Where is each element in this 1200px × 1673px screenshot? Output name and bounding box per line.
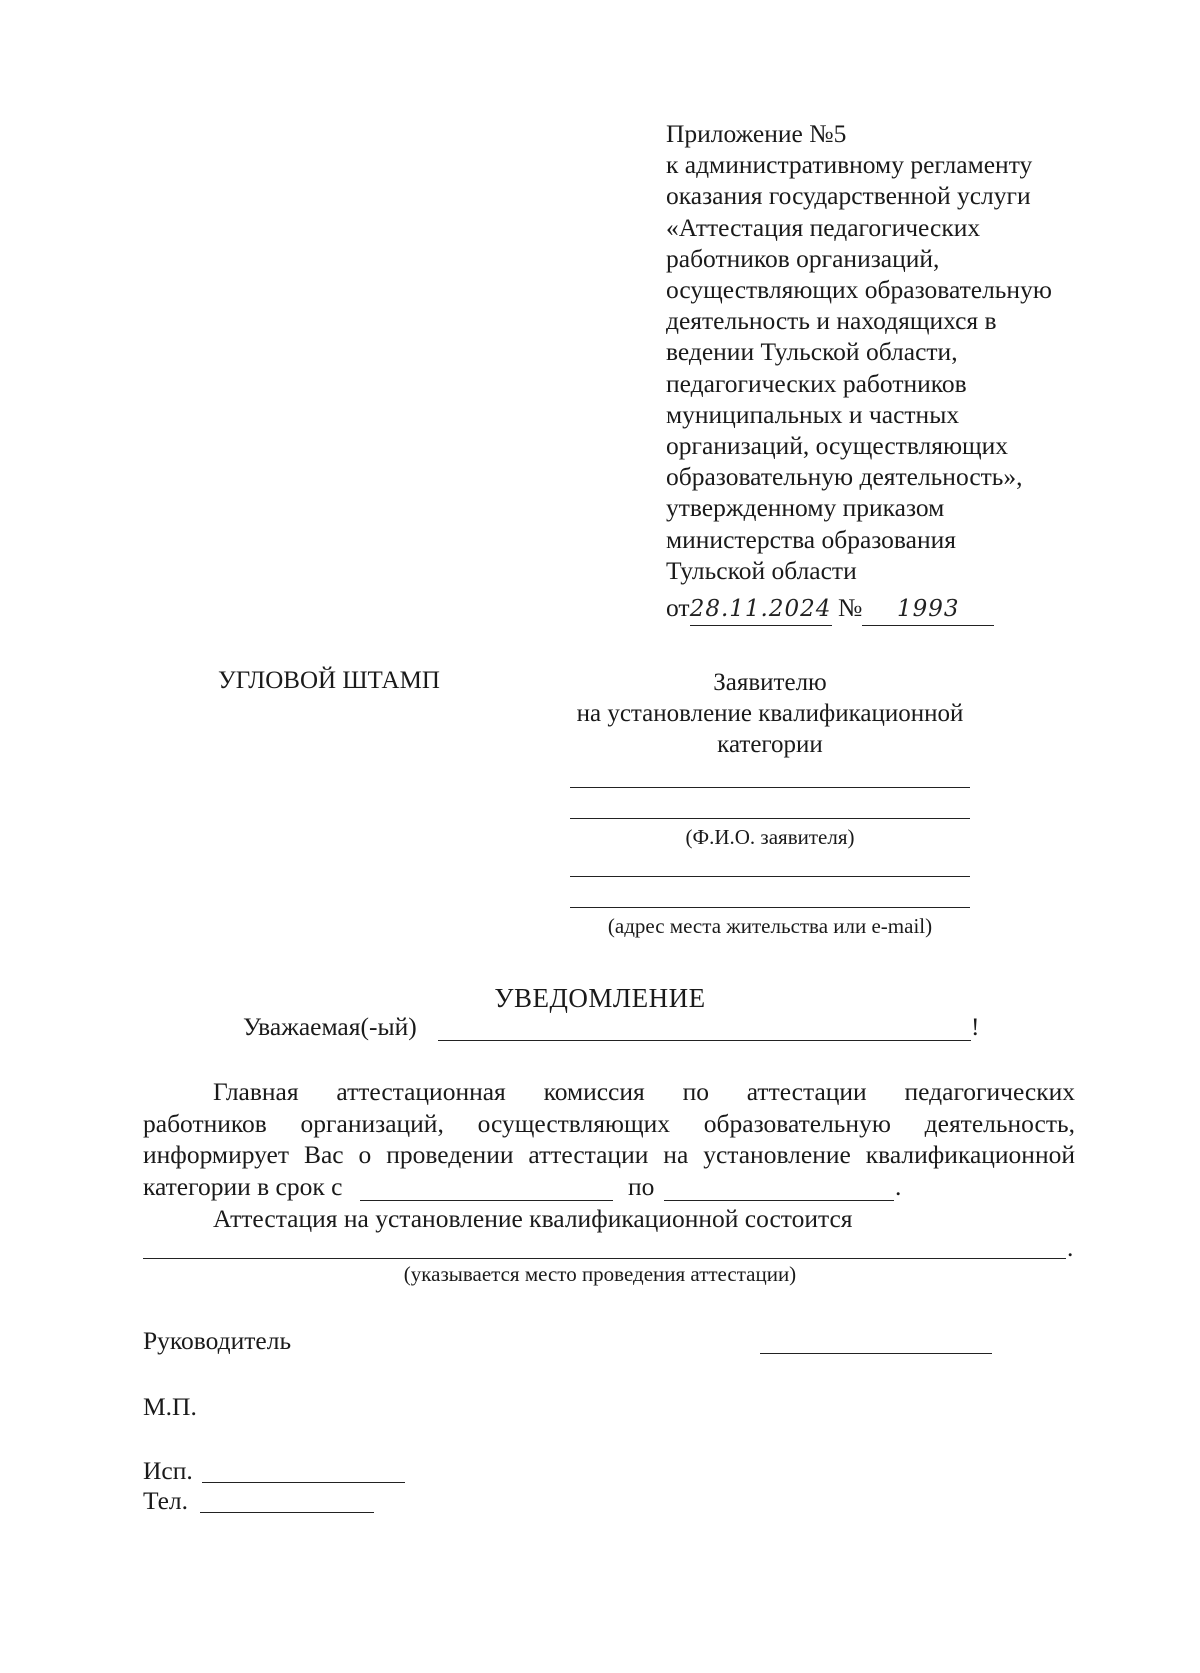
addressee-line: категории bbox=[717, 731, 823, 758]
appendix-line: оказания государственной услуги bbox=[666, 181, 1031, 211]
order-date-number bbox=[666, 592, 994, 626]
appendix-line: педагогических работников bbox=[666, 368, 967, 398]
appendix-line: Тульской области bbox=[666, 555, 857, 585]
greeting-label: Уважаемая(-ый) bbox=[243, 1012, 417, 1041]
number-prefix: № bbox=[837, 593, 863, 622]
appendix-line: ведении Тульской области, bbox=[666, 337, 958, 367]
greeting-name-blank[interactable] bbox=[438, 1040, 971, 1041]
notice-title: УВЕДОМЛЕНИЕ bbox=[494, 983, 706, 1013]
appendix-line: муниципальных и частных bbox=[666, 399, 960, 429]
notice-paragraph bbox=[143, 1076, 1075, 1171]
appendix-line: утвержденному приказом bbox=[666, 493, 945, 523]
paragraph-line: работников организаций, осуществляющих образовательную деятельность, bbox=[143, 1108, 1075, 1138]
greeting-end-mark: ! bbox=[971, 1012, 980, 1041]
executor-blank[interactable] bbox=[202, 1482, 405, 1483]
appendix-line: Приложение №5 bbox=[666, 119, 847, 148]
appendix-line: организаций, осуществляющих bbox=[666, 431, 1009, 461]
order-number-handwritten: 1993 bbox=[862, 594, 994, 626]
date-prefix: от bbox=[666, 593, 690, 622]
address-caption: (адрес места жительства или e-mail) bbox=[607, 914, 933, 938]
appendix-line: осуществляющих образовательную bbox=[666, 275, 1052, 305]
addressee-line: на установление квалификационной bbox=[576, 700, 964, 727]
address-blank-line-2[interactable] bbox=[570, 907, 970, 908]
appendix-line: работников организаций, bbox=[666, 243, 940, 273]
period-start-blank[interactable] bbox=[360, 1200, 613, 1201]
period-to-label: по bbox=[628, 1172, 655, 1201]
addressee-line: Заявителю bbox=[713, 669, 827, 696]
phone-label: Тел. bbox=[143, 1486, 189, 1515]
appendix-header bbox=[666, 118, 1052, 586]
address-blank-line-1[interactable] bbox=[570, 876, 970, 877]
fio-caption: (Ф.И.О. заявителя) bbox=[685, 825, 855, 849]
head-signature-blank[interactable] bbox=[760, 1353, 992, 1354]
paragraph-line: Главная аттестационная комиссия по аттестации педагогических bbox=[213, 1077, 1075, 1106]
paragraph-line: информирует Вас о проведении аттестации на установление квалификационной bbox=[143, 1140, 1075, 1169]
phone-blank[interactable] bbox=[200, 1512, 374, 1513]
appendix-line: «Аттестация педагогических bbox=[666, 212, 981, 242]
appendix-line: деятельность и находящихся в bbox=[666, 306, 997, 336]
attestation-place-end-mark: . bbox=[1067, 1233, 1074, 1262]
attestation-place-blank[interactable] bbox=[143, 1258, 1066, 1259]
addressee-block bbox=[560, 667, 980, 760]
seal-placeholder-label: М.П. bbox=[143, 1392, 197, 1421]
appendix-line: образовательную деятельность», bbox=[666, 462, 1023, 492]
period-from-label: категории в срок с bbox=[143, 1172, 343, 1201]
fio-blank-line-2[interactable] bbox=[570, 818, 970, 819]
executor-label: Исп. bbox=[143, 1456, 193, 1485]
order-date-handwritten: 28.11.2024 bbox=[690, 594, 832, 626]
appendix-line: к административному регламенту bbox=[666, 150, 1033, 180]
fio-blank-line-1[interactable] bbox=[570, 787, 970, 788]
attestation-place-sentence: Аттестация на установление квалификационной состоится bbox=[213, 1204, 853, 1233]
period-end-blank[interactable] bbox=[664, 1200, 894, 1201]
period-end-mark: . bbox=[895, 1172, 902, 1201]
head-signature-label: Руководитель bbox=[143, 1326, 292, 1355]
appendix-line: министерства образования bbox=[666, 524, 956, 554]
place-caption: (указывается место проведения аттестации) bbox=[403, 1262, 797, 1286]
corner-stamp-label: УГЛОВОЙ ШТАМП bbox=[218, 667, 440, 694]
